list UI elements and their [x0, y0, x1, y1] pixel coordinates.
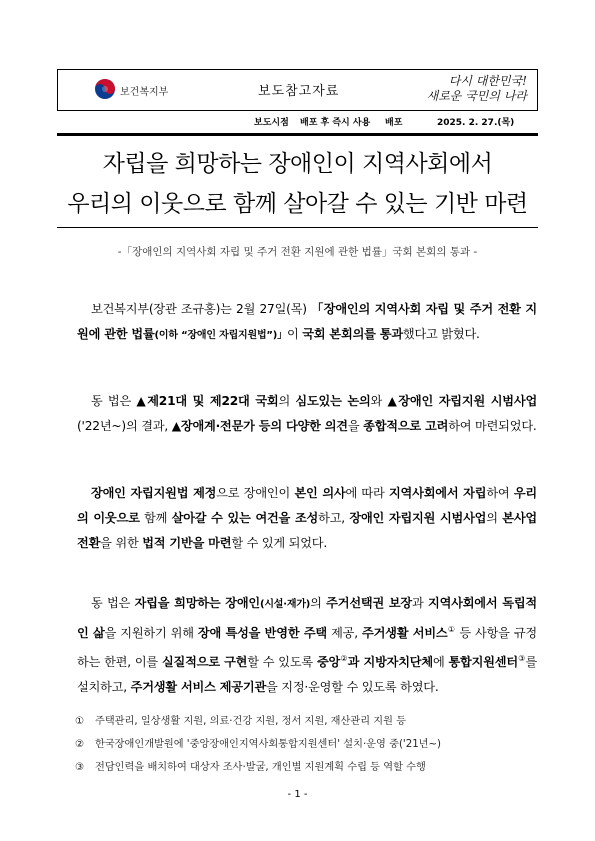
- p4-bold: 과 지방자치단체: [347, 655, 433, 670]
- footnote-ref-2: ②: [340, 654, 348, 664]
- headline-bottom-rule: [57, 227, 538, 228]
- p3-text: 할 수 있게 되었다.: [231, 536, 328, 550]
- p4-text: 를 설치하고,: [77, 655, 538, 695]
- p4-text: 을 지정·운영할 수 있도록 하였다.: [266, 680, 439, 695]
- footnote-3: [75, 758, 426, 773]
- footnote-text: 주택관리, 일상생활 지원, 의료·건강 지원, 정서 지원, 재산관리 지원 등: [95, 716, 407, 727]
- p2-text: 의: [278, 394, 296, 408]
- headline-top-rule: [57, 133, 538, 136]
- p4-bold: (시설·재가): [259, 599, 311, 610]
- footnote-ref-1: ①: [447, 625, 456, 634]
- p2-text: 을: [347, 419, 364, 433]
- p4-bold: 주거생활 서비스 제공기관: [130, 680, 267, 695]
- government-slogan: [407, 74, 527, 108]
- ministry-name: 보건복지부: [120, 87, 169, 98]
- release-date-value: 2025. 2. 27.(목): [437, 118, 515, 128]
- p1-passed: 국회 본회의를 통과: [302, 327, 403, 341]
- footnote-number: ③: [75, 762, 85, 773]
- p4-bold: 장애 특성을 반영한 주택: [197, 626, 327, 641]
- p2-text: ('22년~)의 결과,: [77, 419, 172, 433]
- p3-bold: 지역사회에서 자립: [388, 486, 487, 500]
- taegeuk-emblem-icon: [94, 78, 116, 100]
- subheadline: -「장애인의 지역사회 자립 및 주거 전환 지원에 관한 법률」국회 본회의 통과 -: [117, 246, 478, 258]
- p4-text: 을 지원하기 위해: [104, 626, 198, 641]
- p4-bold: 주거선택권 보장: [326, 596, 412, 610]
- p3-text: 하여: [486, 486, 514, 500]
- p3-text: 의: [486, 511, 503, 525]
- p4-text: 제공,: [327, 626, 362, 641]
- p4-bold: 실질적으로 구현: [161, 655, 248, 670]
- p3-text: 을 위한: [100, 536, 143, 550]
- p4-bold: 지역사회에서 독립적인 삶: [77, 596, 537, 641]
- footnote-number: ②: [75, 739, 85, 750]
- paragraph-4: [77, 591, 537, 700]
- headline-line-1: 자립을 희망하는 장애인이 지역사회에서: [102, 151, 493, 177]
- p4-text: 의: [310, 596, 327, 610]
- p3-text: 함께: [139, 511, 172, 525]
- p2-bold: 종합적으로 고려: [363, 419, 449, 433]
- p3-bold: 장애인 자립지원 시범사업: [349, 511, 487, 525]
- p2-bold: ▲장애인 자립지원 시범사업: [387, 394, 538, 408]
- p1-law-name: 「장애인의 지역사회 자립 및 주거 전환 지원에 관한 법률: [77, 302, 537, 341]
- p4-bold: 자립을 희망하는 장애인: [134, 596, 260, 610]
- p4-text: 등 사항을 규정하는 한편, 이를: [77, 626, 537, 670]
- p2-text: 동 법은: [91, 394, 137, 408]
- footnote-1: [75, 712, 406, 727]
- footnote-text: 전담인력을 배치하여 대상자 조사·발굴, 개인별 지원계획 수립 등 역할 수행: [95, 762, 426, 773]
- p3-text: 하고,: [318, 511, 350, 525]
- p1-law-short: (이하 “장애인 자립지원법”)」: [154, 330, 287, 341]
- p4-text: 에: [432, 655, 449, 670]
- release-time-value: 배포 후 즉시 사용: [300, 118, 371, 128]
- p2-bold: 심도있는 논의: [295, 394, 371, 408]
- p1-text: 보건복지부(장관 조규홍)는 2월 27일(목): [91, 302, 312, 316]
- p4-bold: 중앙: [316, 655, 341, 670]
- footnote-number: ①: [75, 716, 85, 727]
- release-time-label: 보도시점: [254, 118, 289, 128]
- press-header: [57, 69, 538, 111]
- paragraph-1: [77, 297, 537, 348]
- paragraph-2: [77, 389, 537, 439]
- slogan-line-1: 다시 대한민국!: [448, 74, 527, 88]
- p1-text: 했다고 밝혔다.: [402, 327, 480, 341]
- p4-text: 과: [412, 596, 429, 610]
- p3-text: 으로 장애인이: [216, 486, 295, 500]
- release-date-label: 배포: [385, 118, 403, 128]
- p4-bold: 통합지원센터: [448, 655, 518, 670]
- p4-text: 할 수 있도록: [247, 655, 317, 670]
- p1-text: 이: [286, 327, 303, 341]
- p3-bold: 우리의 이웃으로: [77, 486, 537, 525]
- p2-text: 하여 마련되었다.: [448, 419, 537, 433]
- p2-bold: ▲제21대 및 제22대 국회: [136, 394, 279, 408]
- p3-bold: 장애인 자립지원법 제정: [91, 486, 217, 500]
- p3-bold: 본사업 전환: [77, 511, 537, 550]
- p4-text: 동 법은: [91, 596, 135, 610]
- paragraph-3: [77, 481, 537, 556]
- p2-bold: ▲장애계·전문가 등의 다양한 의견: [171, 419, 348, 433]
- footnote-2: [75, 735, 441, 750]
- p3-bold: 살아갈 수 있는 여건을 조성: [171, 511, 319, 525]
- p3-text: 에 따라: [345, 486, 389, 500]
- footnote-text: 한국장애인개발원에 '중앙장애인지역사회통합지원센터' 설치·운영 중('21년~): [95, 739, 442, 750]
- p3-bold: 본인 의사: [294, 486, 346, 500]
- p2-text: 와: [370, 394, 388, 408]
- p3-bold: 법적 기반을 마련: [142, 536, 232, 550]
- ministry-logo: [94, 78, 204, 104]
- footnote-ref-3: ③: [517, 654, 526, 664]
- page-number: - 1 -: [287, 789, 308, 800]
- headline-line-2: 우리의 이웃으로 함께 살아갈 수 있는 기반 마련: [67, 191, 528, 217]
- document-type-title: 보도참고자료: [258, 84, 340, 99]
- slogan-line-2: 새로운 국민의 나라: [426, 89, 527, 103]
- p4-bold: 주거생활 서비스: [362, 626, 448, 641]
